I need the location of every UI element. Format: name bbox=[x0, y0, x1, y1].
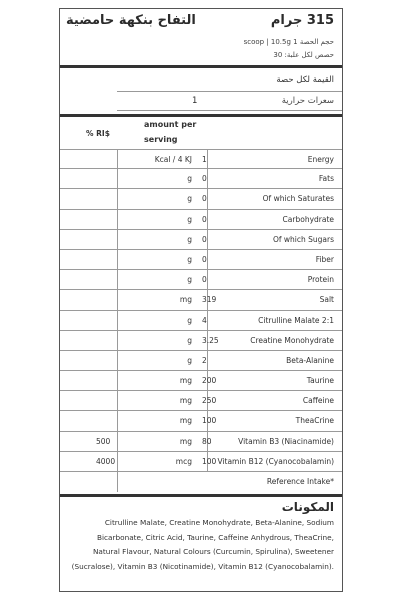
nutrient-name: Fats bbox=[318, 174, 334, 184]
unit-label: g bbox=[187, 214, 192, 224]
amount-value: 319 bbox=[202, 295, 217, 305]
unit-label: g bbox=[187, 194, 192, 204]
column-divider bbox=[207, 169, 208, 188]
column-divider bbox=[207, 150, 208, 168]
unit-label: mg bbox=[179, 436, 192, 446]
nutrient-name: Taurine bbox=[306, 376, 334, 386]
unit-label: mcg bbox=[175, 456, 192, 466]
table-row bbox=[60, 270, 342, 290]
column-divider bbox=[117, 290, 118, 309]
amount-column-header: amount per serving bbox=[144, 120, 197, 144]
nutrient-name: Beta-Alanine bbox=[286, 355, 334, 365]
table-row bbox=[60, 311, 342, 331]
amount-value: 250 bbox=[202, 396, 217, 406]
unit-label: g bbox=[187, 174, 192, 184]
amount-value: 80 bbox=[202, 436, 212, 446]
ingredients-text: Citrulline Malate, Creatine Monohydrate, Beta-Alanine, Sodium Bicarbonate, Citric Acid, Taurine, Caffeine Anhydrous, TheaCrine, Natural Flavour, Natural Colours (Curcumin, Spirulina), Sweetener (Sucralose), Vitamin B3 (Nicotinamide), Vitamin B12 (Cyanocobalamin). bbox=[71, 518, 334, 571]
nutrient-table bbox=[60, 149, 342, 492]
amount-value: 0 bbox=[202, 214, 207, 224]
column-divider bbox=[117, 189, 118, 208]
calories-value: 1 bbox=[192, 96, 198, 106]
column-divider bbox=[207, 250, 208, 269]
amount-value: 200 bbox=[202, 376, 217, 386]
table-row bbox=[60, 391, 342, 411]
nutrient-name: TheaCrine bbox=[295, 416, 334, 426]
calories-row bbox=[117, 91, 342, 111]
footnote-row bbox=[60, 472, 342, 492]
nutrient-name: Caffeine bbox=[302, 396, 334, 406]
unit-label: g bbox=[187, 234, 192, 244]
table-row bbox=[60, 169, 342, 189]
column-divider bbox=[117, 331, 118, 350]
nutrient-name: Vitamin B3 (Niacinamide) bbox=[238, 436, 334, 446]
table-row bbox=[60, 189, 342, 209]
nutrient-name: Carbohydrate bbox=[282, 214, 334, 224]
amount-value: 100 bbox=[202, 416, 217, 426]
ri-value: 500 bbox=[96, 436, 111, 446]
column-divider bbox=[117, 432, 118, 451]
amount-value: 0 bbox=[202, 234, 207, 244]
table-row bbox=[60, 452, 342, 472]
net-weight: 315 جرام bbox=[270, 13, 334, 28]
ingredients-title: المكونات bbox=[281, 500, 334, 514]
amount-value: 0 bbox=[202, 174, 207, 184]
column-divider bbox=[207, 210, 208, 229]
unit-label: mg bbox=[179, 396, 192, 406]
column-divider bbox=[117, 210, 118, 229]
column-divider bbox=[117, 371, 118, 390]
column-divider bbox=[117, 270, 118, 289]
serving-size: حجم الحصة 1 scoop | 10.5g bbox=[243, 38, 334, 46]
servings-per-container: حصص لكل علبة: 30 bbox=[273, 51, 334, 59]
column-divider bbox=[117, 472, 118, 492]
nutrient-name: Vitamin B12 (Cyanocobalamin) bbox=[217, 456, 334, 466]
column-divider bbox=[117, 351, 118, 370]
nutrient-name: Energy bbox=[307, 155, 334, 164]
column-divider bbox=[117, 391, 118, 410]
nutrient-name: Creatine Monohydrate bbox=[250, 335, 334, 345]
column-divider bbox=[207, 189, 208, 208]
amount-value: 100 bbox=[202, 456, 217, 466]
table-row bbox=[60, 149, 342, 169]
divider-thick bbox=[60, 494, 342, 497]
unit-label: g bbox=[187, 335, 192, 345]
table-row bbox=[60, 371, 342, 391]
nutrition-label bbox=[59, 8, 343, 592]
column-divider bbox=[117, 250, 118, 269]
label-header bbox=[60, 9, 342, 65]
unit-label: g bbox=[187, 315, 192, 325]
column-divider bbox=[117, 169, 118, 188]
amount-value: 0 bbox=[202, 254, 207, 264]
per-serving-title: القيمة لكل حصة bbox=[276, 75, 334, 85]
column-divider bbox=[117, 230, 118, 249]
table-row bbox=[60, 351, 342, 371]
column-divider bbox=[207, 351, 208, 370]
amount-value: 1 bbox=[202, 155, 207, 164]
nutrient-name: Of which Sugars bbox=[272, 234, 334, 244]
amount-value: 2 bbox=[202, 355, 207, 365]
column-divider bbox=[117, 150, 118, 168]
divider-thick bbox=[60, 65, 342, 68]
nutrient-name: Protein bbox=[307, 275, 334, 285]
column-divider bbox=[117, 311, 118, 330]
table-row bbox=[60, 432, 342, 452]
ri-column-header: % RI$ bbox=[86, 129, 110, 138]
nutrient-name: Fiber bbox=[315, 254, 334, 264]
column-divider bbox=[207, 230, 208, 249]
amount-value: 0 bbox=[202, 194, 207, 204]
unit-label: mg bbox=[179, 295, 192, 305]
unit-label: g bbox=[187, 254, 192, 264]
unit-label: Kcal / 4 KJ bbox=[154, 155, 192, 164]
table-row bbox=[60, 250, 342, 270]
table-row bbox=[60, 411, 342, 431]
amount-value: 3.25 bbox=[202, 335, 219, 345]
column-divider bbox=[207, 311, 208, 330]
nutrient-name: Citrulline Malate 2:1 bbox=[258, 315, 334, 325]
reference-intake-note: Reference Intake* bbox=[266, 477, 334, 486]
column-divider bbox=[117, 411, 118, 430]
table-row bbox=[60, 290, 342, 310]
unit-label: mg bbox=[179, 376, 192, 386]
unit-label: g bbox=[187, 355, 192, 365]
table-row bbox=[60, 230, 342, 250]
unit-label: mg bbox=[179, 416, 192, 426]
calories-label: سعرات حرارية bbox=[281, 96, 334, 106]
amount-value: 4 bbox=[202, 315, 207, 325]
amount-value: 0 bbox=[202, 275, 207, 285]
table-row bbox=[60, 210, 342, 230]
nutrient-name: Salt bbox=[319, 295, 334, 305]
product-name: التفاح بنكهة حامضية bbox=[66, 13, 196, 28]
column-divider bbox=[117, 452, 118, 471]
unit-label: g bbox=[187, 275, 192, 285]
ri-value: 4000 bbox=[96, 456, 116, 466]
column-divider bbox=[207, 270, 208, 289]
nutrient-name: Of which Saturates bbox=[262, 194, 334, 204]
table-row bbox=[60, 331, 342, 351]
